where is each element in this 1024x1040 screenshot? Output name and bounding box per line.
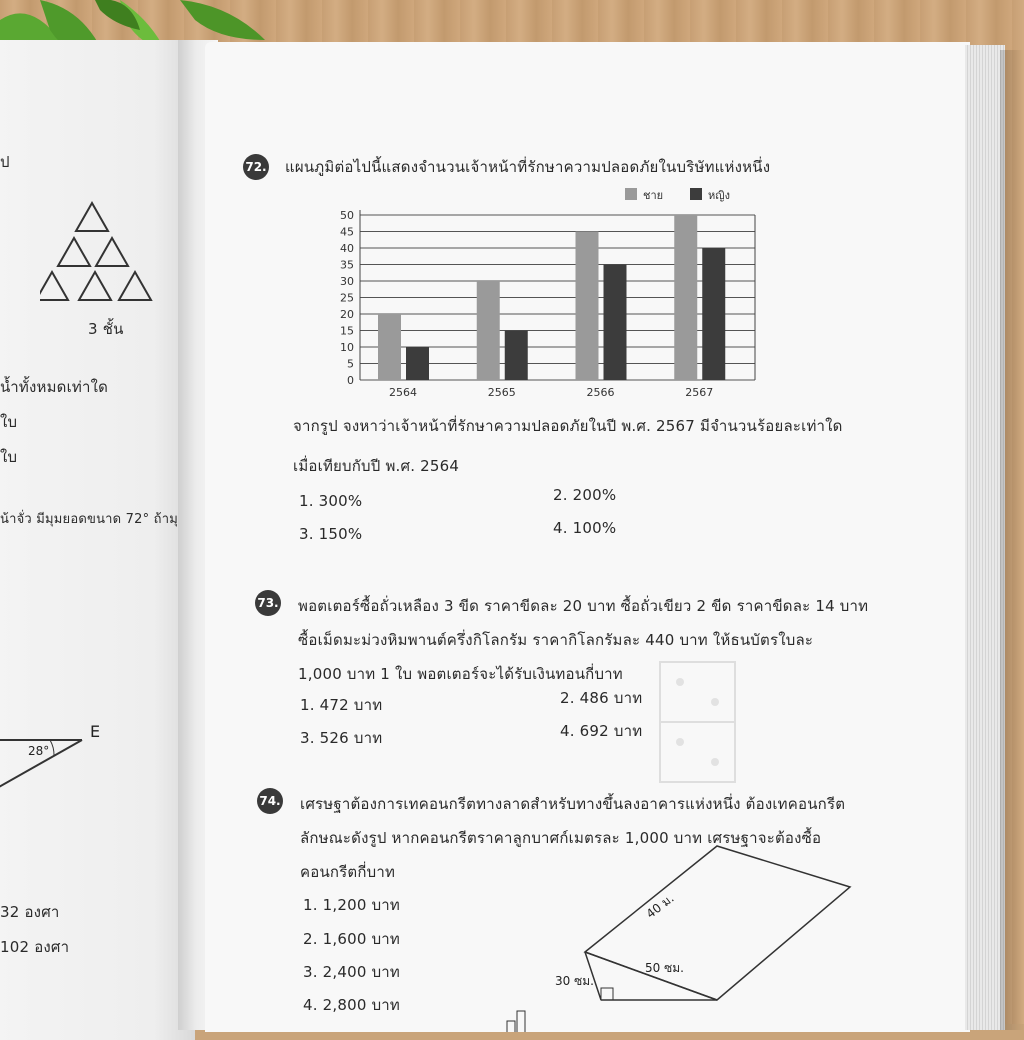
bar-2564-ชาย <box>378 314 401 380</box>
y-tick-label: 45 <box>340 225 354 239</box>
left-text-line: ใบ <box>0 413 18 431</box>
page-shadow <box>1000 50 1024 1030</box>
choice-2[interactable]: 2. 486 บาท <box>560 689 643 707</box>
y-tick-label: 15 <box>340 324 354 338</box>
choice-4[interactable]: 4. 100% <box>553 519 617 537</box>
bar-2567-หญิง <box>702 248 725 380</box>
choice-3[interactable]: 3. 150% <box>299 525 363 543</box>
choice-1[interactable]: 1. 1,200 บาท <box>303 896 401 914</box>
ramp-prism-figure <box>565 832 865 1012</box>
legend-swatch <box>625 188 637 200</box>
question-72-text: เมื่อเทียบกับปี พ.ศ. 2564 <box>293 457 460 475</box>
x-tick-label: 2564 <box>389 386 417 399</box>
question-72-prompt: แผนภูมิต่อไปนี้แสดงจำนวนเจ้าหน้าที่รักษาความปลอดภัยในบริษัทแห่งหนึ่ง <box>285 158 771 176</box>
choice-1[interactable]: 1. 472 บาท <box>300 696 383 714</box>
ramp-width-label: 50 ซม. <box>645 961 684 975</box>
angle-triangle-figure <box>0 720 100 810</box>
y-tick-label: 35 <box>340 258 354 272</box>
bar-2564-หญิง <box>406 347 429 380</box>
question-73-text: 1,000 บาท 1 ใบ พอตเตอร์จะได้รับเงินทอนกี่บาท <box>298 665 623 683</box>
page-stack-edge <box>965 45 1005 1030</box>
x-tick-label: 2566 <box>586 386 615 399</box>
pyramid-caption: 3 ชั้น <box>88 320 124 338</box>
y-tick-label: 20 <box>340 308 354 321</box>
left-text-line: 32 องศา <box>0 903 60 921</box>
y-tick-label: 25 <box>340 291 354 305</box>
y-tick-label: 30 <box>340 275 354 288</box>
bar-chart <box>320 182 760 402</box>
y-tick-label: 40 <box>340 242 354 255</box>
question-number-badge: 72. <box>243 154 269 180</box>
right-page <box>205 42 970 1032</box>
choice-4[interactable]: 4. 692 บาท <box>560 722 643 740</box>
choice-2[interactable]: 2. 1,600 บาท <box>303 930 401 948</box>
left-text-line: น้ำทั้งหมดเท่าใด <box>0 378 109 396</box>
question-number-badge: 73. <box>255 590 281 616</box>
question-72-text: จากรูป จงหาว่าเจ้าหน้าที่รักษาความปลอดภัยในปี พ.ศ. 2567 มีจำนวนร้อยละเท่าใด <box>293 417 843 435</box>
question-73-text: ซื้อเม็ดมะม่วงหิมพานต์ครึ่งกิโลกรัม ราคากิโลกรัมละ 440 บาท ให้ธนบัตรใบละ <box>298 631 814 649</box>
choice-3[interactable]: 3. 526 บาท <box>300 729 383 747</box>
question-number-badge: 74. <box>257 788 283 814</box>
y-tick-label: 0 <box>347 374 354 387</box>
left-text-line: ใบ <box>0 448 18 466</box>
left-text-line: น้าจั่ว มีมุมยอดขนาด 72° ถ้ามุ <box>0 512 178 527</box>
left-text-line: ป <box>0 153 10 171</box>
y-tick-label: 10 <box>340 341 354 354</box>
question-74-text: คอนกรีตกี่บาท <box>300 863 396 881</box>
question-73-text: พอตเตอร์ซื้อถั่วเหลือง 3 ขีด ราคาขีดละ 20 บาท ซื้อถั่วเขียว 2 ขีด ราคาขีดละ 14 บาท <box>298 597 869 615</box>
left-page <box>0 40 195 1040</box>
question-74-text: ลักษณะดังรูป หากคอนกรีตราคาลูกบาศก์เมตรละ 1,000 บาท เศรษฐาจะต้องซื้อ <box>300 829 822 847</box>
choice-2[interactable]: 2. 200% <box>553 486 617 504</box>
bar-2565-หญิง <box>505 331 528 381</box>
bar-2565-ชาย <box>477 281 500 380</box>
y-tick-label: 50 <box>340 209 354 222</box>
show-through-dice-image <box>655 652 745 792</box>
bar-2566-หญิง <box>604 265 627 381</box>
bar-2567-ชาย <box>674 215 697 380</box>
legend-label: ชาย <box>643 189 664 202</box>
choice-3[interactable]: 3. 2,400 บาท <box>303 963 401 981</box>
question-74-text: เศรษฐาต้องการเทคอนกรีตทางลาดสำหรับทางขึ้นลงอาคารแห่งหนึ่ง ต้องเทคอนกรีต <box>300 795 846 813</box>
legend-label: หญิง <box>708 189 730 202</box>
triangle-angle-label: 28° <box>28 744 50 758</box>
bar-2566-ชาย <box>576 232 599 381</box>
ramp-length-label: 40 ม. <box>643 891 677 922</box>
ramp-height-label: 30 ซม. <box>555 974 594 988</box>
x-tick-label: 2567 <box>685 386 714 399</box>
triangle-pyramid-figure <box>40 198 160 308</box>
mini-bar-icon <box>505 1007 535 1032</box>
y-tick-label: 5 <box>347 357 354 371</box>
triangle-vertex-label: E <box>90 722 101 741</box>
choice-1[interactable]: 1. 300% <box>299 492 363 510</box>
legend-swatch <box>690 188 702 200</box>
left-text-line: 102 องศา <box>0 938 70 956</box>
choice-4[interactable]: 4. 2,800 บาท <box>303 996 401 1014</box>
x-tick-label: 2565 <box>487 386 516 399</box>
